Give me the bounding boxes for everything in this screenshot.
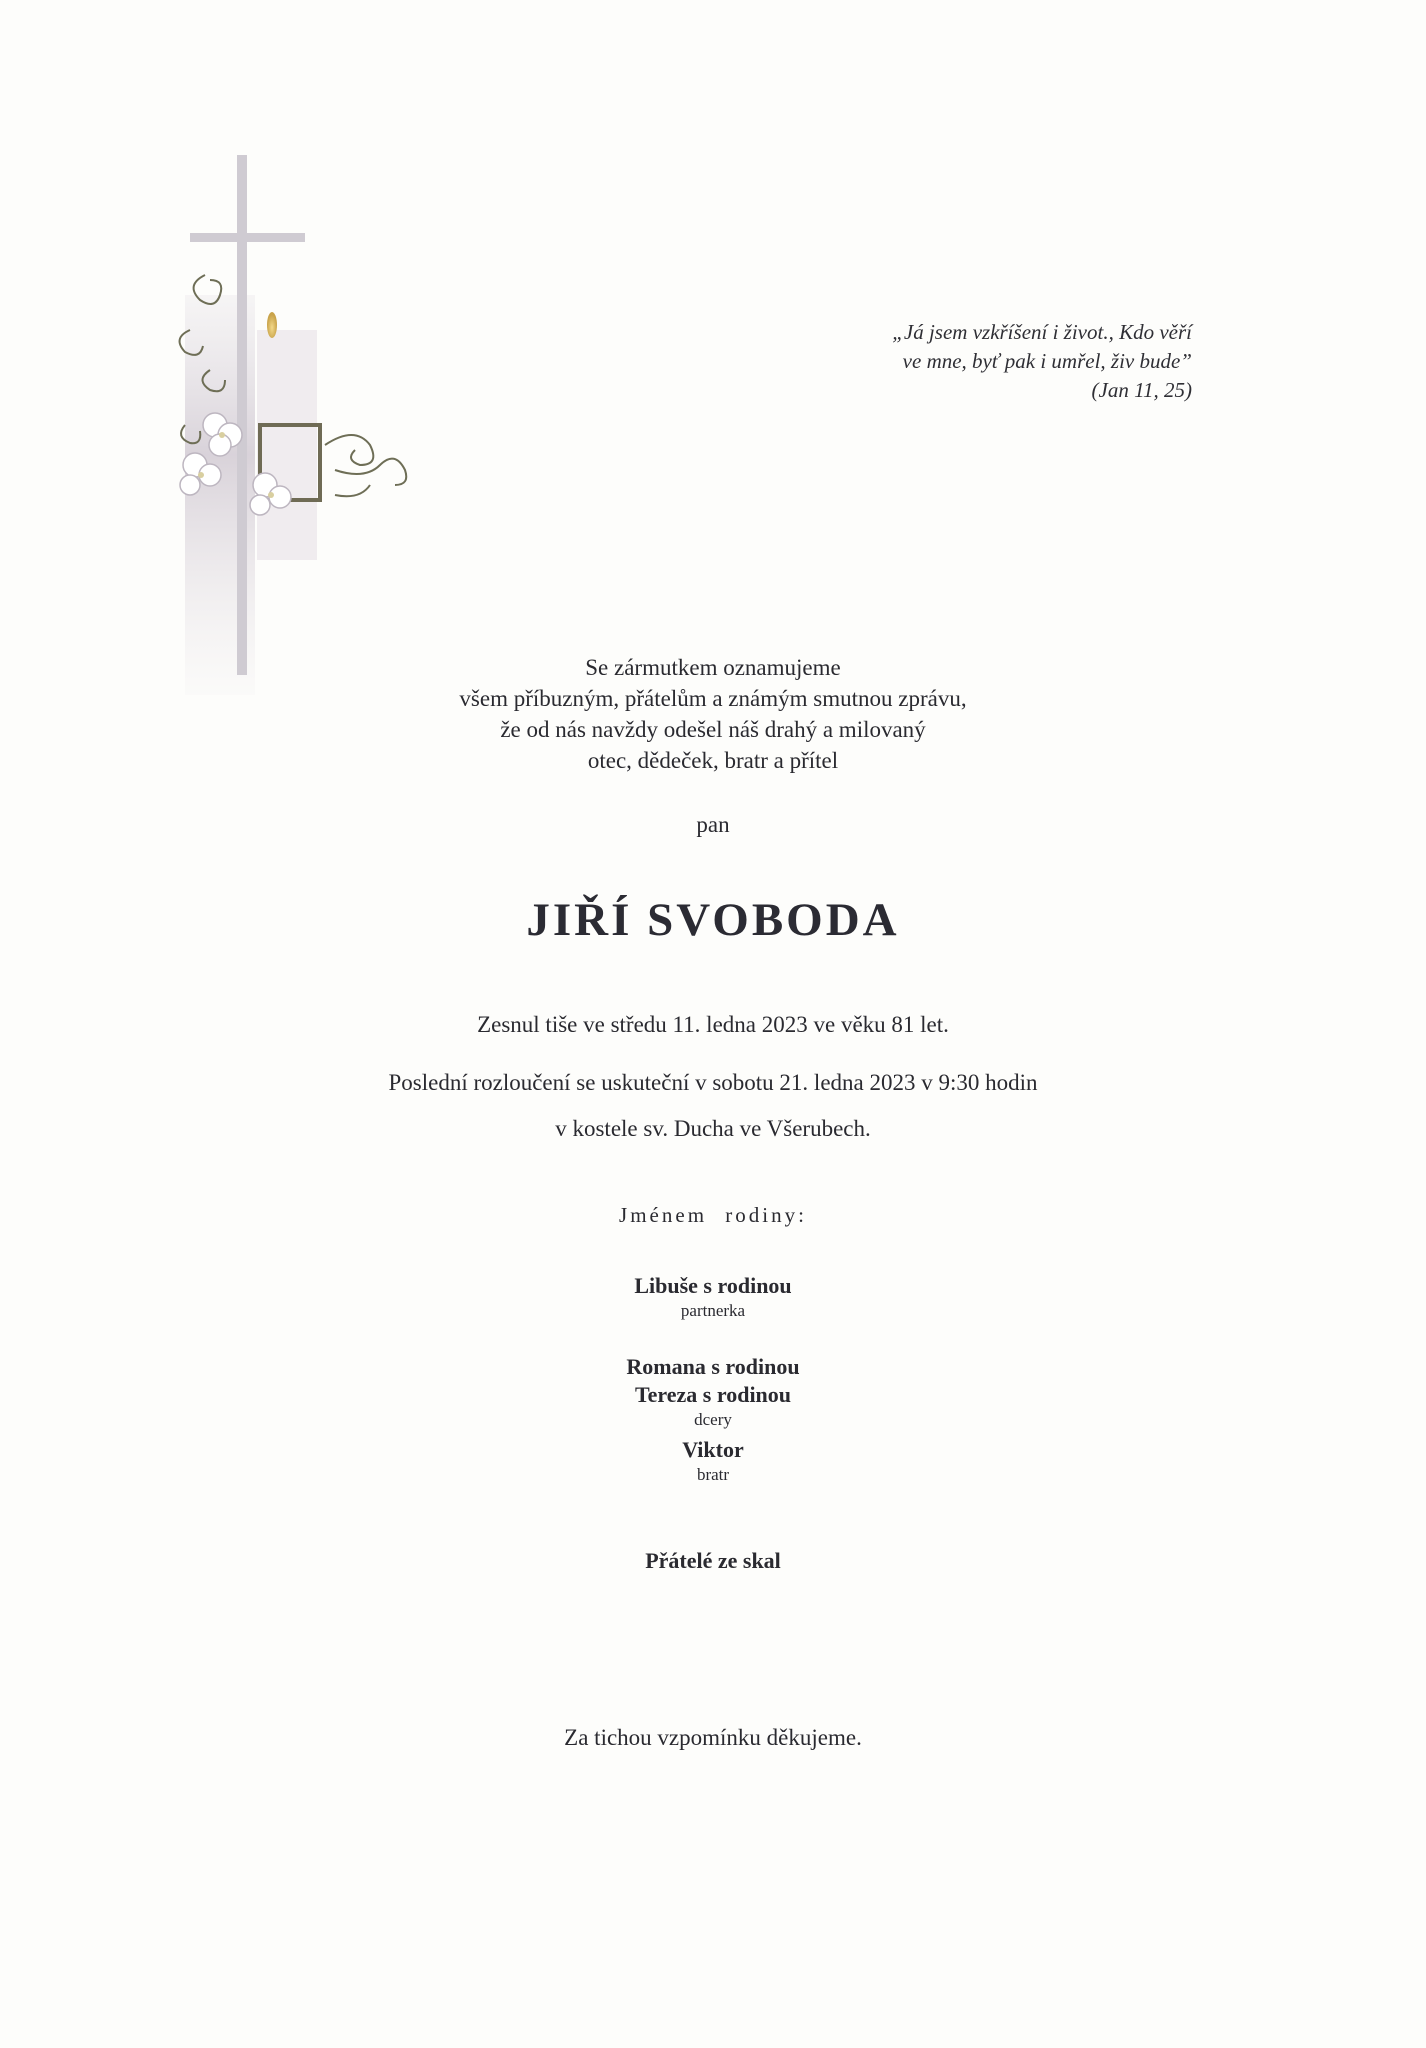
quote-line: „Já jsem vzkříšení i život., Kdo věří bbox=[892, 320, 1192, 344]
member-name: Libuše s rodinou bbox=[634, 1273, 792, 1298]
family-member bbox=[0, 1547, 1426, 1575]
family-member bbox=[0, 1353, 1426, 1431]
family-member bbox=[0, 1436, 1426, 1486]
farewell-line: Poslední rozloučení se uskuteční v sobotu 21. ledna 2023 v 9:30 hodin bbox=[388, 1070, 1038, 1095]
announcement-line: že od nás navždy odešel náš drahý a milovaný bbox=[500, 717, 926, 742]
announcement-line: všem příbuzným, přátelům a známým smutnou zprávu, bbox=[459, 686, 967, 711]
family-member bbox=[0, 1272, 1426, 1322]
member-role: dcery bbox=[694, 1410, 732, 1429]
announcement-line: Se zármutkem oznamujeme bbox=[585, 655, 841, 680]
farewell-location: v kostele sv. Ducha ve Všerubech. bbox=[555, 1116, 871, 1141]
family-label: Jménem rodiny: bbox=[619, 1203, 807, 1227]
bible-quote bbox=[800, 318, 1192, 405]
member-name: Přátelé ze skal bbox=[645, 1548, 781, 1573]
member-name: Tereza s rodinou bbox=[634, 1382, 792, 1407]
announcement-line: otec, dědeček, bratr a přítel bbox=[587, 748, 839, 773]
announcement-text bbox=[0, 652, 1426, 776]
deceased-name: JIŘÍ SVOBODA bbox=[526, 894, 900, 946]
salutation: pan bbox=[696, 812, 730, 837]
death-notice: Zesnul tiše ve středu 11. ledna 2023 ve věku 81 let. bbox=[477, 1012, 949, 1037]
quote-reference: (Jan 11, 25) bbox=[1091, 378, 1192, 402]
member-name: Viktor bbox=[682, 1437, 744, 1462]
member-role: partnerka bbox=[680, 1301, 746, 1320]
closing-thanks: Za tichou vzpomínku děkujeme. bbox=[564, 1725, 862, 1750]
cross-candle-flowers-ornament bbox=[165, 145, 430, 715]
member-name: Romana s rodinou bbox=[626, 1354, 800, 1379]
member-role: bratr bbox=[696, 1465, 730, 1484]
quote-line: ve mne, byť pak i umřel, živ bude” bbox=[902, 349, 1192, 373]
